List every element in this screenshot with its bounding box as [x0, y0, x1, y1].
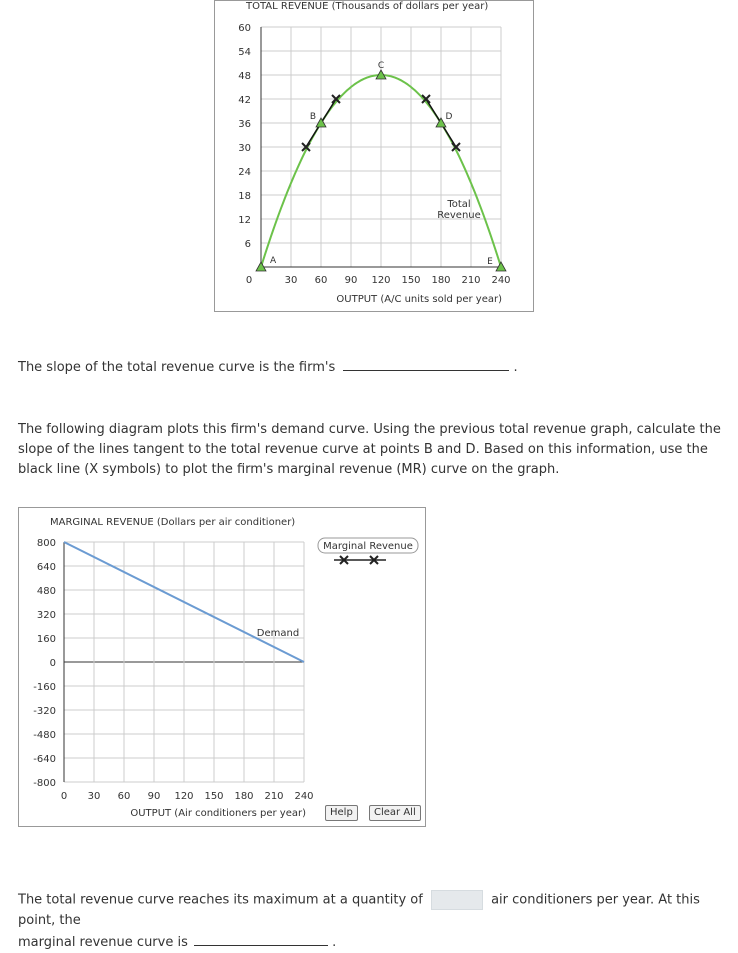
question-slope-text: The slope of the total revenue curve is the firm's	[18, 360, 336, 375]
x-tick-label: 180	[234, 791, 254, 802]
x-tick-label: 210	[461, 275, 481, 286]
curve-annotation-line1: Total	[447, 199, 471, 210]
y-tick-label: 320	[36, 610, 56, 621]
question-slope-period: .	[513, 360, 518, 375]
slope-answer-dropdown[interactable]	[343, 356, 509, 371]
help-button[interactable]: Help	[325, 805, 358, 821]
question-demand-instructions: The following diagram plots this firm's demand curve. Using the previous total revenue graph, calculate the slope of the lines tangent to the total revenue curve at points B and D. Based on this information, use the black line (X symbols) to plot the firm's marginal revenue (MR) curve on the graph.	[18, 422, 721, 477]
question-maximum-line2: marginal revenue curve is	[18, 934, 188, 950]
y-tick-label: 800	[36, 538, 56, 549]
y-tick-label: 12	[238, 215, 251, 226]
y-tick-label: 480	[36, 586, 56, 597]
y-tick-label: 18	[238, 191, 251, 202]
x-axis-label: OUTPUT (A/C units sold per year)	[336, 294, 502, 305]
y-tick-label: 30	[238, 143, 251, 154]
x-axis-label: OUTPUT (Air conditioners per year)	[130, 808, 306, 819]
chart-title: MARGINAL REVENUE (Dollars per air conditioner)	[50, 517, 296, 528]
quantity-input[interactable]	[431, 890, 483, 910]
y-tick-label: 54	[238, 47, 251, 58]
y-tick-label: -800	[33, 778, 56, 789]
y-tick-label: 24	[238, 167, 251, 178]
chart-title: TOTAL REVENUE (Thousands of dollars per year)	[246, 1, 489, 12]
point-label: D	[445, 112, 453, 122]
y-tick-label: 0	[49, 658, 56, 669]
y-tick-label: -320	[33, 706, 56, 717]
x-tick-label: 120	[371, 275, 391, 286]
x-tick-label: 90	[147, 791, 161, 802]
x-tick-label: 60	[117, 791, 131, 802]
mr-legend-label: Marginal Revenue	[323, 541, 413, 552]
y-tick-label: 48	[238, 71, 251, 82]
x-tick-label: 240	[491, 275, 511, 286]
demand-label: Demand	[256, 628, 300, 639]
y-tick-label: -640	[33, 754, 56, 765]
question-maximum-mid: air conditioners per year. At this point, the	[18, 892, 700, 928]
x-tick-label: 120	[174, 791, 194, 802]
clear-all-button[interactable]: Clear All	[369, 805, 421, 821]
marginal-revenue-chart	[18, 507, 426, 827]
curve-annotation-line2: Revenue	[437, 210, 481, 221]
point-label: C	[377, 61, 385, 71]
y-tick-label: 36	[238, 119, 251, 130]
mr-answer-dropdown[interactable]	[194, 931, 328, 946]
total-revenue-chart	[214, 0, 534, 312]
x-tick-label: 90	[344, 275, 358, 286]
y-tick-label: 6	[244, 239, 251, 250]
chart-frame	[19, 508, 426, 827]
x-tick-label: 150	[204, 791, 224, 802]
y-tick-label: 42	[238, 95, 251, 106]
y-tick-label: 60	[238, 23, 251, 34]
x-tick-label: 210	[264, 791, 284, 802]
x-tick-label: 60	[314, 275, 328, 286]
marginal-revenue-graph	[18, 507, 426, 827]
y-tick-label: 160	[36, 634, 56, 645]
question-maximum-period: .	[332, 934, 337, 950]
point-label: E	[487, 257, 493, 267]
question-maximum-text: The total revenue curve reaches its maximum at a quantity of	[18, 892, 423, 908]
x-tick-label: 0	[245, 275, 253, 286]
x-tick-label: 180	[431, 275, 451, 286]
x-tick-label: 150	[401, 275, 421, 286]
x-tick-label: 240	[294, 791, 314, 802]
y-tick-label: -160	[33, 682, 56, 693]
y-tick-label: 640	[36, 562, 56, 573]
question-maximum	[18, 890, 724, 953]
x-tick-label: 0	[60, 791, 68, 802]
y-tick-label: -480	[33, 730, 56, 741]
x-tick-label: 30	[87, 791, 101, 802]
x-tick-label: 30	[284, 275, 298, 286]
total-revenue-graph	[214, 0, 534, 312]
question-slope	[18, 356, 518, 378]
point-label: B	[309, 112, 317, 122]
point-label: A	[270, 256, 277, 266]
